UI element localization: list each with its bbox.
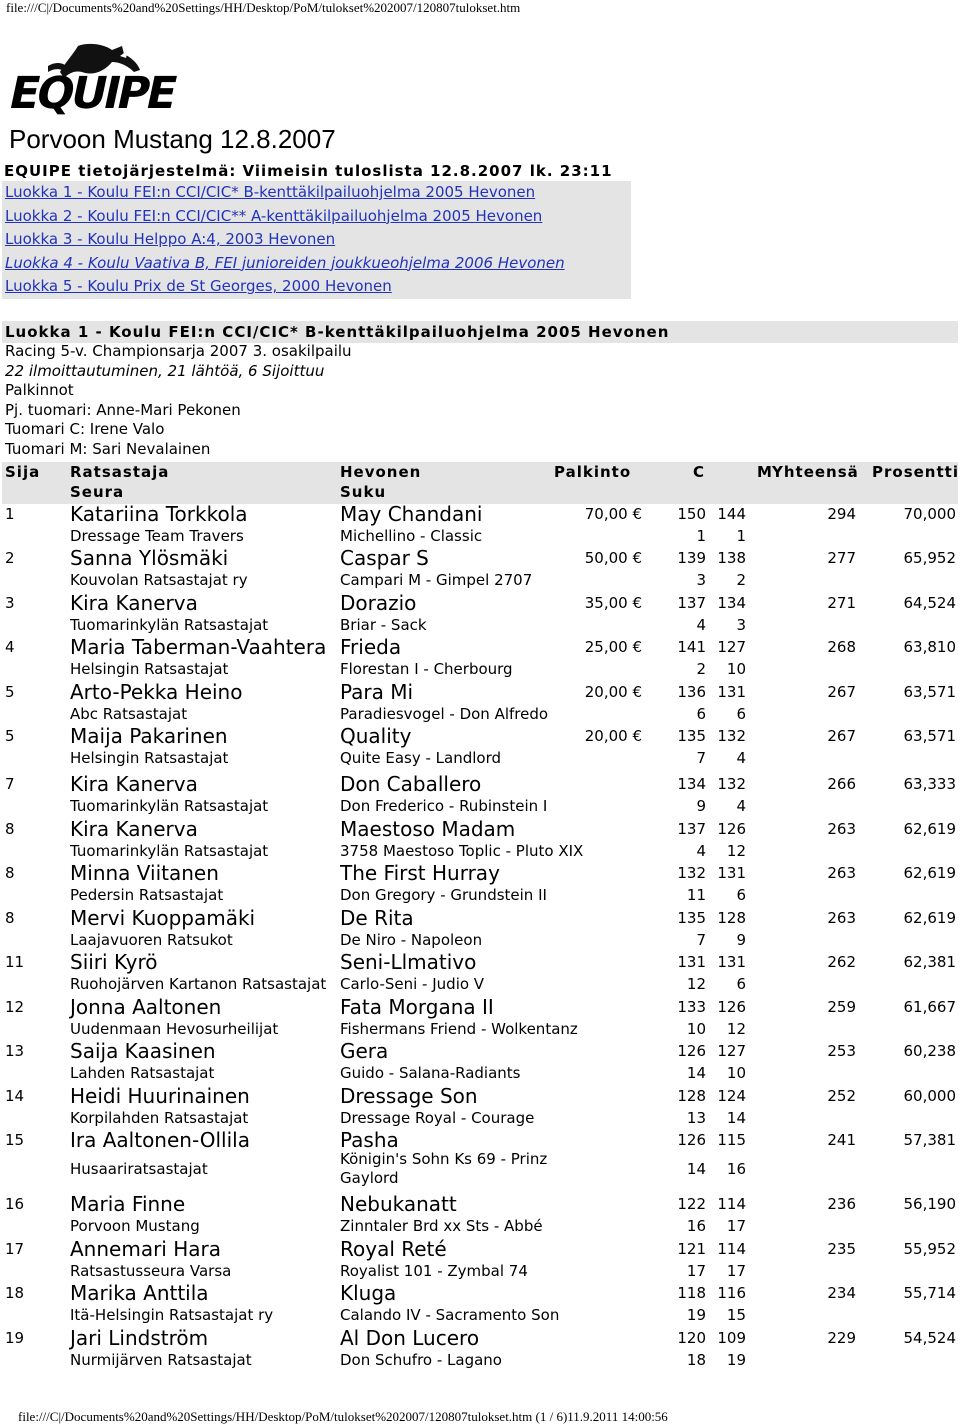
result-score-m: 115 [717,1131,746,1149]
result-club: Itä-Helsingin Ratsastajat ry [70,1306,274,1324]
result-rank-c: 7 [696,931,706,949]
result-rank-c: 14 [686,1064,706,1082]
result-row [0,908,960,952]
result-horse: Quality [340,724,412,748]
result-place: 17 [5,1240,25,1258]
result-rider: Marika Anttila [70,1281,209,1305]
result-rider: Saija Kaasinen [70,1039,216,1063]
class-link-1[interactable]: Luokka 1 - Koulu FEI:n CCI/CIC* B-kenttäkilpailuohjelma 2005 Hevonen [5,183,536,201]
result-rider: Minna Viitanen [70,861,219,885]
header-prize: Palkinto [554,463,632,481]
result-rank-c: 18 [686,1351,706,1369]
result-rank-m: 6 [736,705,746,723]
result-prize: 20,00 € [584,683,642,701]
result-score-c: 128 [677,1087,706,1105]
result-horse: Al Don Lucero [340,1326,480,1350]
result-rider: Annemari Hara [70,1237,221,1261]
result-rank-c: 10 [686,1020,706,1038]
result-horse: De Rita [340,906,414,930]
result-horse: Maestoso Madam [340,817,516,841]
result-score-m: 127 [717,638,746,656]
result-rank-c: 19 [686,1306,706,1324]
result-row [0,1194,960,1238]
result-club: Helsingin Ratsastajat [70,749,229,767]
result-rank-m: 2 [736,571,746,589]
result-club: Abc Ratsastajat [70,705,188,723]
result-percent: 57,381 [903,1131,956,1149]
result-percent: 62,619 [903,864,956,882]
result-rank-c: 3 [696,571,706,589]
result-prize: 50,00 € [584,549,642,567]
result-pedigree: Carlo-Seni - Judio V [340,975,485,993]
result-club: Tuomarinkylän Ratsastajat [70,616,269,634]
result-place: 1 [5,505,15,523]
header-c: C [693,463,706,481]
header-pedigree: Suku [340,483,387,501]
result-place: 8 [5,909,15,927]
result-pedigree: Royalist 101 - Zymbal 74 [340,1262,528,1280]
result-rider: Maria Finne [70,1192,186,1216]
result-rank-c: 6 [696,705,706,723]
result-pedigree: Michellino - Classic [340,527,483,545]
result-percent: 55,714 [903,1284,956,1302]
result-pedigree: De Niro - Napoleon [340,931,483,949]
result-percent: 65,952 [903,549,956,567]
logo-text: EQUIPE [4,68,180,119]
result-total: 271 [827,594,856,612]
result-rank-c: 17 [686,1262,706,1280]
result-total: 277 [827,549,856,567]
result-total: 267 [827,683,856,701]
result-horse: Gera [340,1039,389,1063]
result-place: 4 [5,638,15,656]
result-place: 18 [5,1284,25,1302]
result-pedigree: 3758 Maestoso Toplic - Pluto XIX [340,842,584,860]
header-horse: Hevonen [340,463,422,481]
result-pedigree: Guido - Salana-Radiants [340,1064,521,1082]
result-club: Tuomarinkylän Ratsastajat [70,797,269,815]
result-rank-c: 13 [686,1109,706,1127]
result-horse: Royal Reté [340,1237,447,1261]
result-total: 234 [827,1284,856,1302]
result-total: 235 [827,1240,856,1258]
result-club: Ruohojärven Kartanon Ratsastajat [70,975,327,993]
result-score-m: 109 [717,1329,746,1347]
result-pedigree: Calando IV - Sacramento Son [340,1306,560,1324]
result-score-m: 134 [717,594,746,612]
chief-judge: Pj. tuomari: Anne-Mari Pekonen [5,401,241,419]
result-score-c: 132 [677,864,706,882]
result-score-c: 133 [677,998,706,1016]
result-rider: Kira Kanerva [70,591,198,615]
result-row [0,593,960,637]
result-rank-m: 10 [726,1064,746,1082]
result-place: 8 [5,820,15,838]
result-horse: Pasha [340,1128,399,1152]
result-rider: Maria Taberman-Vaahtera [70,635,327,659]
result-total: 263 [827,864,856,882]
result-rider: Kira Kanerva [70,772,198,796]
result-prize: 20,00 € [584,727,642,745]
result-row [0,997,960,1041]
result-club: Ratsastusseura Varsa [70,1262,232,1280]
result-place: 11 [5,953,25,971]
result-pedigree: Zinntaler Brd xx Sts - Abbé [340,1217,543,1235]
result-prize: 25,00 € [584,638,642,656]
result-percent: 63,571 [903,727,956,745]
result-percent: 60,238 [903,1042,956,1060]
result-pedigree: Campari M - Gimpel 2707 [340,571,533,589]
class-link-list [2,181,631,299]
result-rider: Kira Kanerva [70,817,198,841]
result-score-m: 114 [717,1240,746,1258]
result-rank-c: 16 [686,1217,706,1235]
result-percent: 60,000 [903,1087,956,1105]
result-score-m: 127 [717,1042,746,1060]
series-text: Racing 5-v. Championsarja 2007 3. osakilpailu [5,342,352,360]
result-rider: Maija Pakarinen [70,724,228,748]
result-horse: Fata Morgana II [340,995,494,1019]
file-path-header: file:///C|/Documents%20and%20Settings/HH/Desktop/PoM/tulokset%202007/120807tulokset.htm [6,0,521,15]
result-total: 259 [827,998,856,1016]
result-pedigree: Dressage Royal - Courage [340,1109,535,1127]
result-horse: Don Caballero [340,772,482,796]
result-percent: 62,619 [903,909,956,927]
result-row [0,1041,960,1085]
judge-c: Tuomari C: Irene Valo [5,420,165,438]
result-club: Dressage Team Travers [70,527,244,545]
judge-m: Tuomari M: Sari Nevalainen [5,440,211,458]
header-total: Yhteensä [772,463,859,481]
result-row [0,1283,960,1327]
result-rank-c: 1 [696,527,706,545]
result-pedigree: Don Gregory - Grundstein II [340,886,547,904]
result-rank-c: 9 [696,797,706,815]
result-rank-m: 12 [726,1020,746,1038]
result-total: 241 [827,1131,856,1149]
result-pedigree: Königin's Sohn Ks 69 - Prinz Gaylord [340,1150,548,1187]
system-subtitle: EQUIPE tietojärjestelmä: Viimeisin tuloslista 12.8.2007 lk. 23:11 [4,162,613,180]
result-score-c: 134 [677,775,706,793]
result-row [0,726,960,770]
result-score-c: 141 [677,638,706,656]
result-total: 236 [827,1195,856,1213]
result-rider: Jari Lindström [70,1326,209,1350]
result-rider: Siiri Kyrö [70,950,158,974]
result-score-c: 120 [677,1329,706,1347]
result-total: 263 [827,820,856,838]
result-place: 7 [5,775,15,793]
result-score-m: 131 [717,683,746,701]
result-rider: Heidi Huurinainen [70,1084,250,1108]
result-rider: Katariina Torkkola [70,502,248,526]
result-club: Kouvolan Ratsastajat ry [70,571,248,589]
result-row [0,682,960,726]
result-rider: Jonna Aaltonen [70,995,222,1019]
result-total: 252 [827,1087,856,1105]
result-score-m: 124 [717,1087,746,1105]
result-pedigree: Don Schufro - Lagano [340,1351,502,1369]
page-title: Porvoon Mustang 12.8.2007 [9,124,336,154]
result-horse: Nebukanatt [340,1192,457,1216]
result-score-m: 132 [717,775,746,793]
result-club: Laajavuoren Ratsukot [70,931,233,949]
class-link-4[interactable]: Luokka 4 - Koulu Vaativa B, FEI junioreiden joukkueohjelma 2006 Hevonen [5,253,565,272]
result-club: Pedersin Ratsastajat [70,886,224,904]
result-total: 267 [827,727,856,745]
result-club: Tuomarinkylän Ratsastajat [70,842,269,860]
result-score-m: 131 [717,953,746,971]
result-score-c: 137 [677,594,706,612]
result-rank-m: 1 [736,527,746,545]
result-horse: Seni-Llmativo [340,950,477,974]
result-total: 229 [827,1329,856,1347]
result-percent: 56,190 [903,1195,956,1213]
result-score-c: 126 [677,1042,706,1060]
result-rank-m: 12 [726,842,746,860]
result-score-m: 138 [717,549,746,567]
result-pedigree: Quite Easy - Landlord [340,749,502,767]
result-row [0,952,960,996]
result-horse: Kluga [340,1281,397,1305]
result-rank-m: 19 [726,1351,746,1369]
result-row [0,504,960,548]
result-rank-m: 16 [726,1160,746,1178]
result-percent: 63,333 [903,775,956,793]
result-row [0,819,960,863]
result-horse: Caspar S [340,546,429,570]
result-score-m: 131 [717,864,746,882]
prizes-label: Palkinnot [5,381,74,399]
result-rank-c: 4 [696,616,706,634]
result-place: 5 [5,683,15,701]
result-rider: Mervi Kuoppamäki [70,906,256,930]
entries-text: 22 ilmoittautuminen, 21 lähtöä, 6 Sijoittuu [5,362,325,380]
result-row [0,637,960,681]
result-horse: May Chandani [340,502,483,526]
result-row [0,1239,960,1283]
result-place: 15 [5,1131,25,1149]
result-prize: 35,00 € [584,594,642,612]
result-rank-c: 12 [686,975,706,993]
result-percent: 62,381 [903,953,956,971]
result-score-m: 128 [717,909,746,927]
result-place: 5 [5,727,15,745]
result-place: 16 [5,1195,25,1213]
result-score-m: 144 [717,505,746,523]
result-rank-m: 17 [726,1262,746,1280]
result-score-c: 137 [677,820,706,838]
result-total: 262 [827,953,856,971]
equipe-logo [4,42,180,120]
header-place: Sija [5,463,41,481]
result-rank-m: 10 [726,660,746,678]
result-percent: 61,667 [903,998,956,1016]
result-rank-m: 4 [736,797,746,815]
result-score-c: 121 [677,1240,706,1258]
result-club: Uudenmaan Hevosurheilijat [70,1020,279,1038]
result-total: 266 [827,775,856,793]
result-place: 12 [5,998,25,1016]
result-score-c: 135 [677,727,706,745]
result-rider: Arto-Pekka Heino [70,680,243,704]
result-row [0,1128,960,1187]
result-score-m: 116 [717,1284,746,1302]
result-pedigree: Fishermans Friend - Wolkentanz [340,1020,578,1038]
result-club: Porvoon Mustang [70,1217,200,1235]
result-horse: Dorazio [340,591,417,615]
result-rank-m: 15 [726,1306,746,1324]
result-club: Korpilahden Ratsastajat [70,1109,249,1127]
result-horse: The First Hurray [340,861,500,885]
result-rank-m: 6 [736,886,746,904]
result-score-c: 118 [677,1284,706,1302]
result-row [0,548,960,592]
result-score-c: 135 [677,909,706,927]
result-row [0,774,960,818]
result-rank-m: 17 [726,1217,746,1235]
result-row [0,1086,960,1130]
result-rank-c: 2 [696,660,706,678]
result-pedigree: Paradiesvogel - Don Alfredo [340,705,549,723]
result-horse: Frieda [340,635,402,659]
results-table-header [2,462,958,504]
file-path-footer: file:///C|/Documents%20and%20Settings/HH/Desktop/PoM/tulokset%202007/120807tulokset.htm (1 / 6)11.9.2011 14:00:56 [18,1409,668,1424]
result-rank-m: 3 [736,616,746,634]
result-prize: 70,00 € [584,505,642,523]
class-heading: Luokka 1 - Koulu FEI:n CCI/CIC* B-kenttäkilpailuohjelma 2005 Hevonen [2,321,958,343]
result-place: 3 [5,594,15,612]
result-club: Lahden Ratsastajat [70,1064,215,1082]
result-place: 14 [5,1087,25,1105]
result-percent: 63,810 [903,638,956,656]
class-link-3[interactable]: Luokka 3 - Koulu Helppo A:4, 2003 Hevonen [5,230,336,248]
header-club: Seura [70,483,125,501]
result-rank-c: 14 [686,1160,706,1178]
result-rank-m: 9 [736,931,746,949]
result-pedigree: Don Frederico - Rubinstein I [340,797,548,815]
result-rank-m: 6 [736,975,746,993]
result-score-c: 122 [677,1195,706,1213]
header-m: M [757,463,773,481]
result-row [0,1328,960,1372]
result-rider: Ira Aaltonen-Ollila [70,1128,250,1152]
class-link-5[interactable]: Luokka 5 - Koulu Prix de St Georges, 2000 Hevonen [5,277,392,295]
result-place: 8 [5,864,15,882]
result-club: Husaariratsastajat [70,1160,208,1178]
result-score-c: 150 [677,505,706,523]
result-place: 2 [5,549,15,567]
result-total: 268 [827,638,856,656]
result-rank-c: 11 [686,886,706,904]
result-place: 19 [5,1329,25,1347]
result-total: 294 [827,505,856,523]
result-horse: Dressage Son [340,1084,478,1108]
result-rank-c: 4 [696,842,706,860]
result-row [0,863,960,907]
header-percent: Prosentti [872,463,959,481]
result-total: 253 [827,1042,856,1060]
result-rider: Sanna Ylösmäki [70,546,229,570]
class-link-2[interactable]: Luokka 2 - Koulu FEI:n CCI/CIC** A-kenttäkilpailuohjelma 2005 Hevonen [5,206,543,225]
header-rider: Ratsastaja [70,463,170,481]
result-rank-m: 4 [736,749,746,767]
result-score-c: 126 [677,1131,706,1149]
result-club: Nurmijärven Ratsastajat [70,1351,252,1369]
result-pedigree: Briar - Sack [340,616,427,634]
result-rank-c: 7 [696,749,706,767]
result-percent: 54,524 [903,1329,956,1347]
result-percent: 62,619 [903,820,956,838]
result-percent: 64,524 [903,594,956,612]
result-score-m: 126 [717,998,746,1016]
result-score-c: 139 [677,549,706,567]
result-score-m: 132 [717,727,746,745]
result-percent: 55,952 [903,1240,956,1258]
result-club: Helsingin Ratsastajat [70,660,229,678]
result-rank-m: 14 [726,1109,746,1127]
result-horse: Para Mi [340,680,414,704]
result-score-m: 126 [717,820,746,838]
result-total: 263 [827,909,856,927]
result-pedigree: Florestan I - Cherbourg [340,660,513,678]
result-percent: 70,000 [903,505,956,523]
result-place: 13 [5,1042,25,1060]
result-score-m: 114 [717,1195,746,1213]
result-score-c: 131 [677,953,706,971]
result-percent: 63,571 [903,683,956,701]
result-score-c: 136 [677,683,706,701]
